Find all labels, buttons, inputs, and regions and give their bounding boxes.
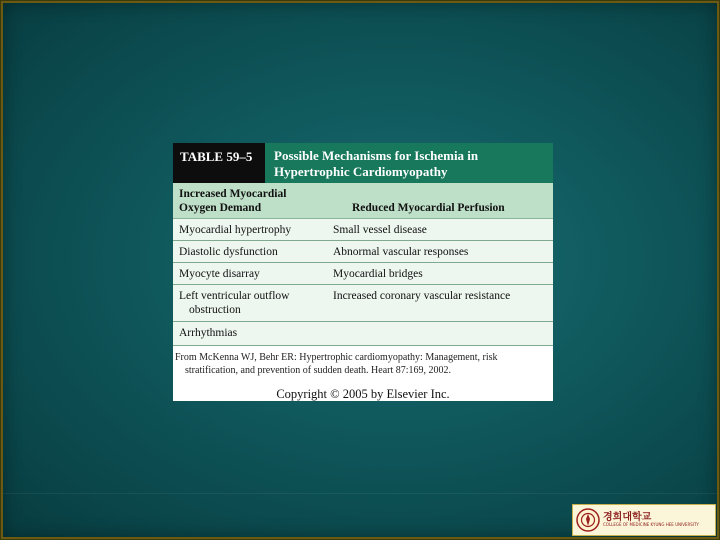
source-citation xyxy=(175,351,553,377)
cell-oxygen-demand xyxy=(179,289,329,317)
source-line1: From McKenna WJ, Behr ER: Hypertrophic cardiomyopathy: Management, risk xyxy=(175,352,498,363)
cell-oxygen-demand: Myocyte disarray xyxy=(179,268,260,280)
table-row xyxy=(173,322,553,346)
table-title-line1: Possible Mechanisms for Ischemia in xyxy=(274,148,479,163)
column-header-oxygen-demand xyxy=(179,187,286,215)
column-header-perfusion: Reduced Myocardial Perfusion xyxy=(352,202,505,214)
table-title xyxy=(265,143,553,183)
cell-perfusion: Abnormal vascular responses xyxy=(333,246,469,258)
cell-oxygen-demand: Myocardial hypertrophy xyxy=(179,224,292,236)
table-title-bar xyxy=(173,143,553,183)
table-number: TABLE 59–5 xyxy=(173,143,265,183)
copyright-notice: Copyright © 2005 by Elsevier Inc. xyxy=(276,387,450,401)
logo-name: 경희대학교 xyxy=(603,512,652,523)
table-row xyxy=(173,219,553,241)
column-headers xyxy=(173,183,553,219)
column-header-line1: Increased Myocardial xyxy=(179,188,287,200)
cell-oxygen-demand: Diastolic dysfunction xyxy=(179,246,278,258)
cell-perfusion: Increased coronary vascular resistance xyxy=(333,290,511,302)
cell-perfusion: Myocardial bridges xyxy=(333,268,423,280)
slide-background xyxy=(3,3,717,537)
table-row xyxy=(173,241,553,263)
cell-perfusion: Small vessel disease xyxy=(333,224,427,236)
cell-oxygen-demand: Arrhythmias xyxy=(179,327,238,339)
source-line2: stratification, and prevention of sudden death. Heart 87:169, 2002. xyxy=(185,365,452,376)
table-title-line2: Hypertrophic Cardiomyopathy xyxy=(274,164,448,179)
table-row xyxy=(173,285,553,322)
university-logo xyxy=(572,504,716,536)
logo-subtitle: COLLEGE OF MEDICINE KYUNG HEE UNIVERSITY xyxy=(603,522,699,527)
seal-icon xyxy=(576,508,600,532)
cell-line1: Left ventricular outflow xyxy=(179,290,290,302)
column-header-line2: Oxygen Demand xyxy=(179,202,262,214)
table-figure xyxy=(173,143,553,401)
cell-line2: obstruction xyxy=(189,304,241,316)
table-row xyxy=(173,263,553,285)
